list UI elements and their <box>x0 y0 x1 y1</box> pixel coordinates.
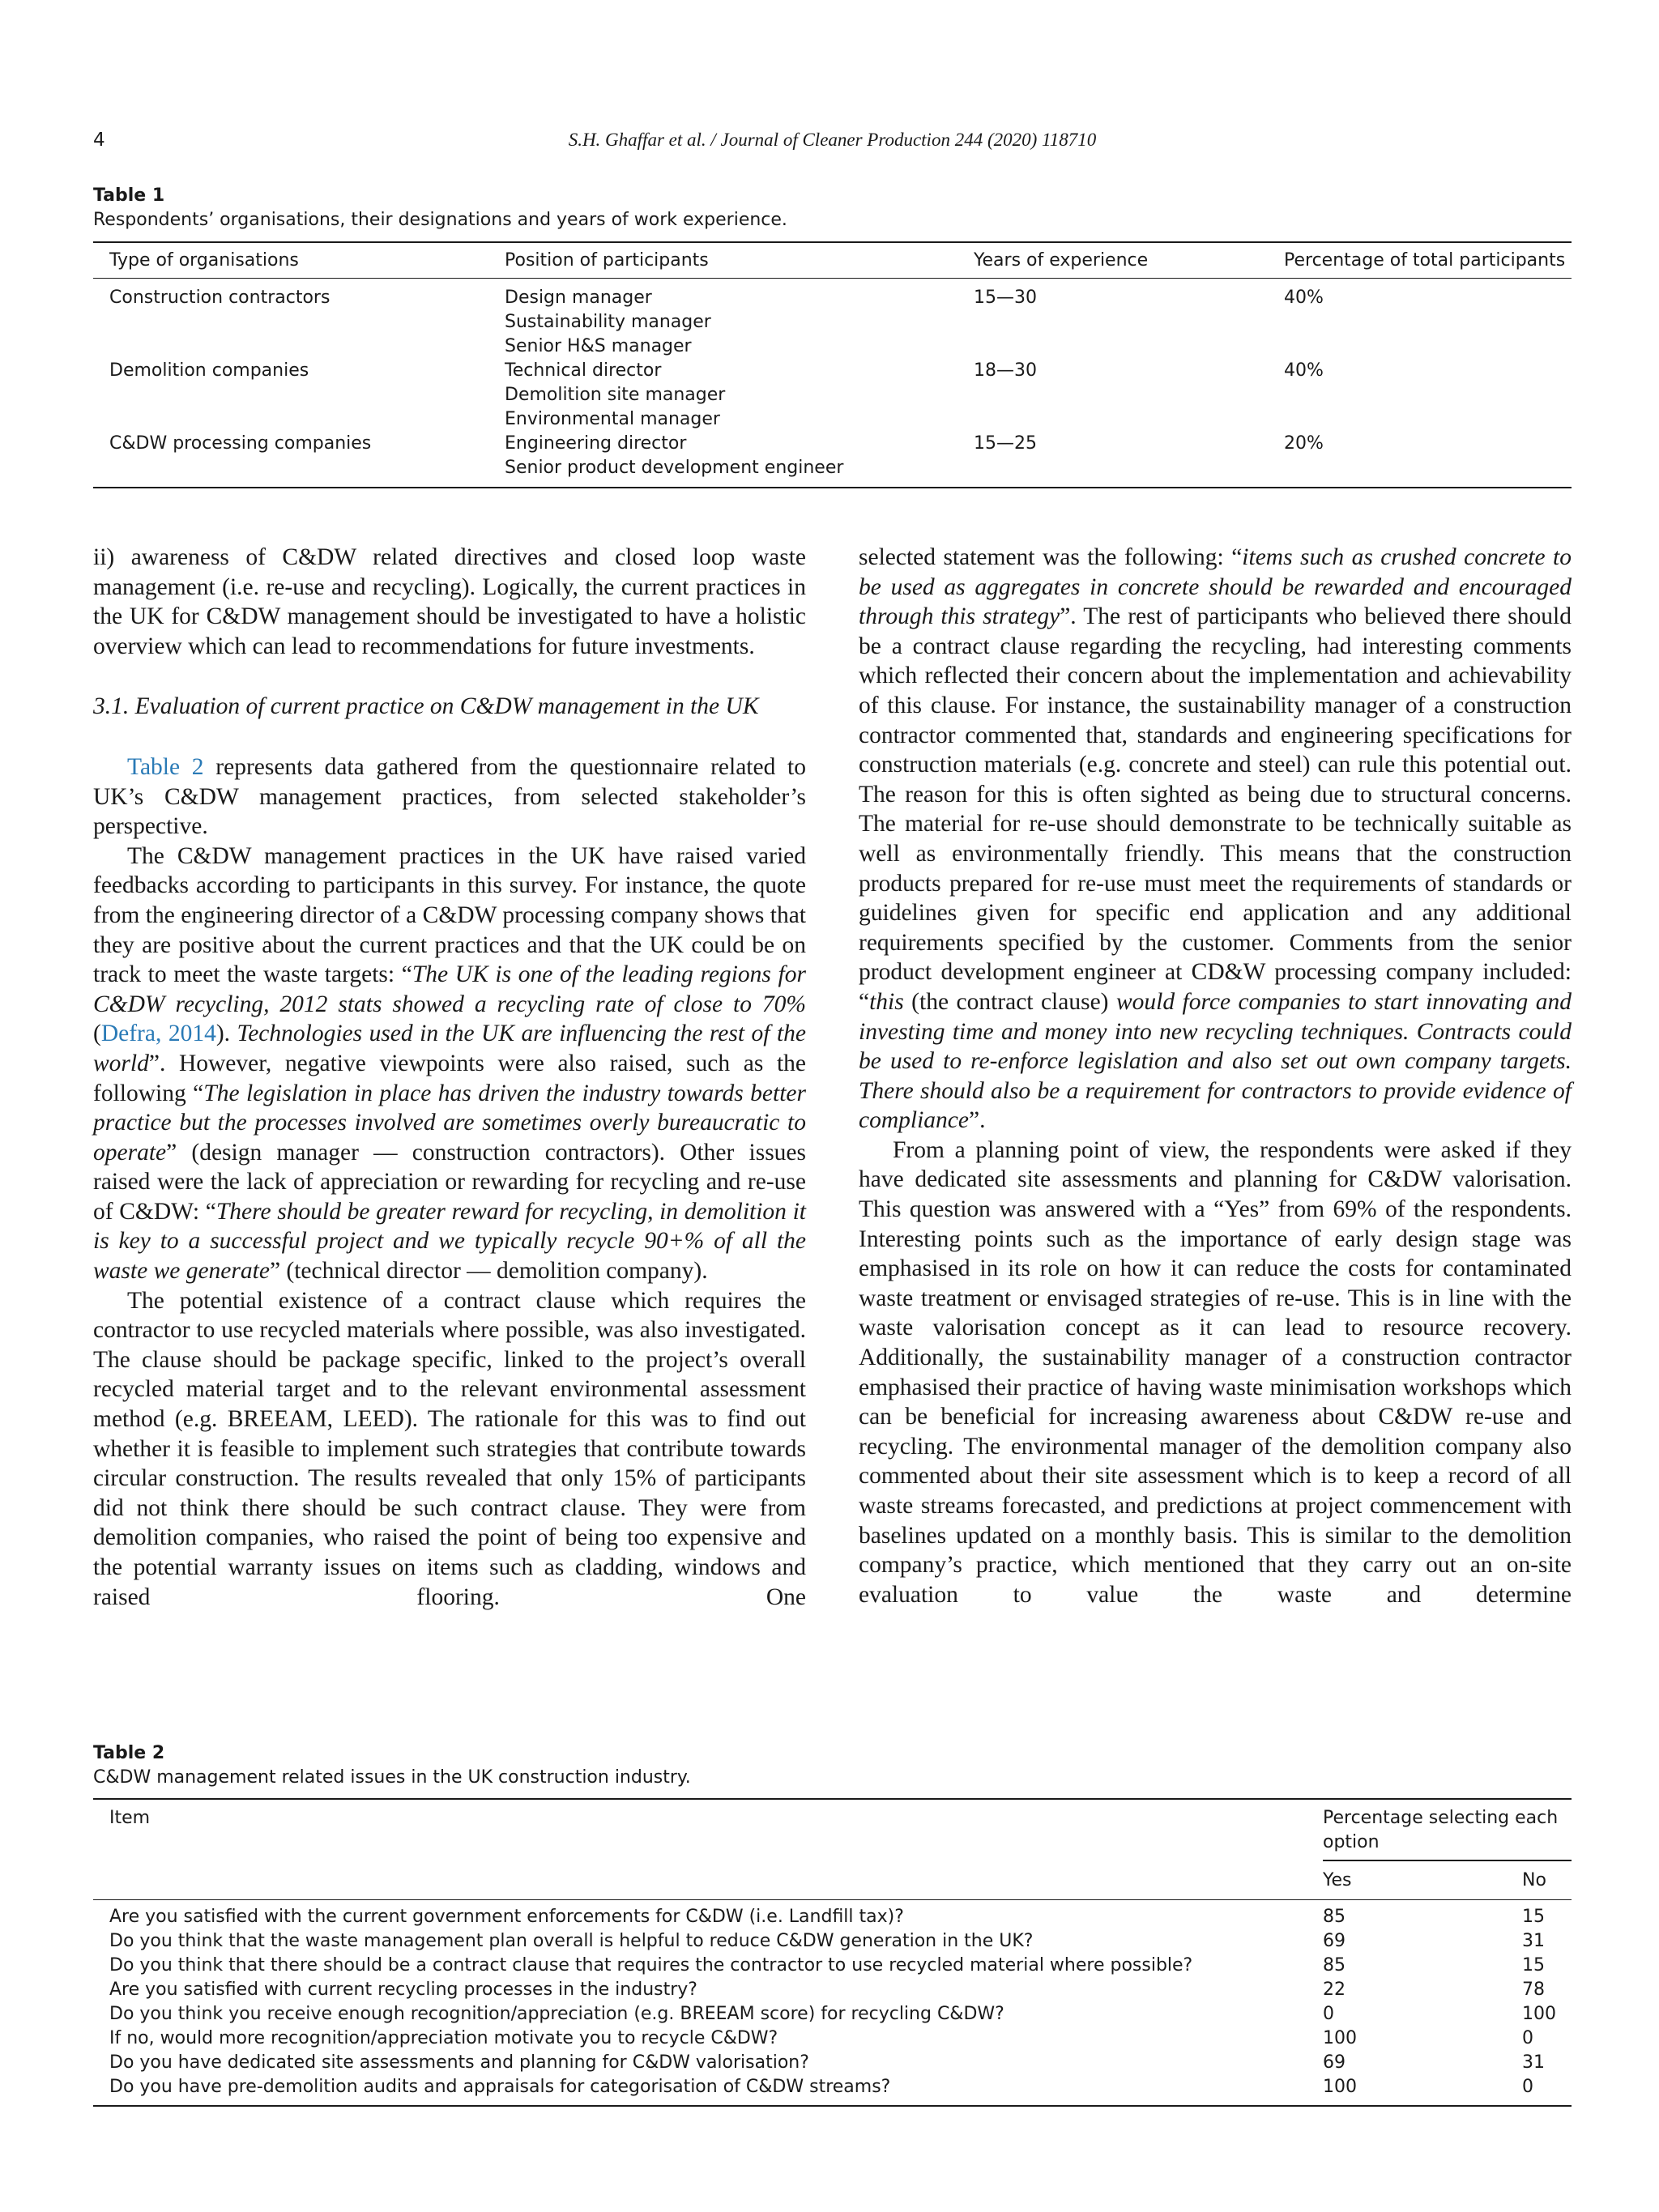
table2-no: 100 <box>1522 2004 1556 2024</box>
table1-row3-years: 15—25 <box>974 433 1037 454</box>
table1-row3-position-1: Engineering director <box>505 433 687 454</box>
paragraph-table2-intro-text: represents data gathered from the questionnaire related to UK’s C&DW management practices, from selected stakeholder’s perspective. <box>93 753 806 840</box>
right-column <box>859 543 1572 1609</box>
table2-header-rule <box>93 1899 1572 1900</box>
text-run: The C&DW management practices in the UK have raised varied feedbacks according to participants in this survey. For instance, the quote from the engineering director of a C&DW processing company shows that they are positive about the current practices and that the UK could be on track to meet the waste targets: “ <box>93 842 806 988</box>
table1-row2-pct: 40% <box>1284 360 1324 381</box>
table1-row2-position-1: Technical director <box>505 360 662 381</box>
paragraph-feedbacks <box>93 842 806 1286</box>
table1-row2-years: 18—30 <box>974 360 1037 381</box>
table2-caption: C&DW management related issues in the UK construction industry. <box>93 1767 691 1788</box>
table2-no: 0 <box>1522 2077 1533 2097</box>
table2-header-no: No <box>1522 1870 1546 1890</box>
table1-row1-position-2: Sustainability manager <box>505 312 711 332</box>
running-header <box>93 130 1572 157</box>
table-row <box>93 2051 1572 2075</box>
table2-no: 31 <box>1522 1931 1545 1951</box>
table2-item: Are you satisfied with current recycling processes in the industry? <box>109 1980 697 2000</box>
table2-item: Do you have pre-demolition audits and appraisals for categorisation of C&DW streams? <box>109 2077 891 2097</box>
table1-row3-position-2: Senior product development engineer <box>505 458 844 478</box>
table2-yes: 69 <box>1323 1931 1346 1951</box>
text-run: ( <box>93 1021 101 1047</box>
table2-yes: 85 <box>1323 1955 1346 1975</box>
table1-caption-block <box>93 184 787 232</box>
table2-no: 31 <box>1522 2052 1545 2073</box>
quote-run: would force companies to start innovating and investing time and money into new recycling techniques. Contracts could be used to re-enforce legislation and also set out own company targets. There should also be a requirement for contractors to provide evidence of compliance <box>859 988 1572 1134</box>
table2-yes: 22 <box>1323 1980 1346 2000</box>
table2-item: Do you think you receive enough recognition/appreciation (e.g. BREEAM score) for recycling C&DW? <box>109 2004 1004 2024</box>
section-heading: 3.1. Evaluation of current practice on C&DW management in the UK <box>93 693 759 720</box>
text-run: ”. <box>968 1107 986 1134</box>
table2-yes: 0 <box>1323 2004 1334 2024</box>
table2-header-group: Percentage selecting each option <box>1323 1808 1559 1852</box>
paragraph-selected-statement <box>859 543 1572 1136</box>
table2-header-yes: Yes <box>1323 1870 1352 1890</box>
table1-header-position: Position of participants <box>505 250 709 271</box>
table-row <box>93 1905 1572 1929</box>
table2-yes: 100 <box>1323 2077 1357 2097</box>
text-run: ). <box>215 1021 237 1047</box>
table2-item: Do you think that there should be a contract clause that requires the contractor to use recycled material where possible? <box>109 1955 1193 1975</box>
table2-item: Are you satisfied with the current government enforcements for C&DW (i.e. Landfill tax)? <box>109 1907 904 1927</box>
table2-header-item: Item <box>109 1808 151 1828</box>
table1-row2-org: Demolition companies <box>109 360 309 381</box>
table1-row2-position-2: Demolition site manager <box>505 385 726 405</box>
quote-run: The UK is one of the leading regions for C&DW recycling, 2012 stats showed a recycling rate of close to 70% <box>93 961 806 1017</box>
text-run: ”. The rest of participants who believed there should be a contract clause regarding the recycling, had interesting comments which reflected their concern about the implementation and achievability of this clause. For instance, the sustainability manager of a construction contractor commented that, standards and engineering specifications for construction materials (e.g. concrete and steel) can rule this potential out. The reason for this is often sighted as being due to structural concerns. The material for re-use should demonstrate to be technically suitable as well as environmentally friendly. This means that the construction products prepared for re-use must meet the requirements of standards or guidelines given for specific end application and any additional requirements specified by the customer. Comments from the senior product development engineer at CD&W processing company included: “ <box>859 603 1572 1015</box>
table2-caption-block <box>93 1741 691 1790</box>
table1-row1-pct: 40% <box>1284 288 1324 308</box>
table2-label: Table 2 <box>93 1743 165 1763</box>
text-run: (the contract clause) <box>903 988 1116 1015</box>
table2-no: 15 <box>1522 1907 1545 1927</box>
left-column <box>93 543 806 1612</box>
page-number: 4 <box>93 130 105 151</box>
table2-bottom-rule <box>93 2105 1572 2107</box>
table1-header-years: Years of experience <box>974 250 1149 271</box>
paragraph-contract-clause: The potential existence of a contract clause which requires the contractor to use recycled materials where possible, was also investigated. The clause should be package specific, linked to the project’s overall recycled material target and to the relevant environmental assessment method (e.g. BREEAM, LEED). The rationale for this was to find out whether it is feasible to implement such strategies that contribute towards circular construction. The results revealed that only 15% of participants did not think there should be such contract clause. They were from demolition companies, who raised the point of being too expensive and the potential warranty issues on items such as cladding, windows and raised flooring. One <box>93 1287 806 1610</box>
table2-link[interactable]: Table 2 <box>127 753 204 780</box>
quote-run: There should be greater reward for recycling, in demolition it is key to a successful project and we typically recycle 90+% of all the waste we generate <box>93 1198 806 1285</box>
text-run: ”. However, negative viewpoints were also raised, such as the following “ <box>93 1050 806 1106</box>
table2-item: Do you think that the waste management plan overall is helpful to reduce C&DW generation in the UK? <box>109 1931 1034 1951</box>
table-row <box>93 1954 1572 1978</box>
quote-run: items such as crushed concrete to be used as aggregates in concrete should be rewarded and encouraged through this strategy <box>859 544 1572 630</box>
table1-row1-years: 15—30 <box>974 288 1037 308</box>
table2-item: Do you have dedicated site assessments and planning for C&DW valorisation? <box>109 2052 809 2073</box>
table-row <box>93 2027 1572 2051</box>
table1-caption: Respondents’ organisations, their designations and years of work experience. <box>93 210 787 230</box>
text-run: ” (technical director — demolition company). <box>269 1258 708 1285</box>
table1-row2-position-3: Environmental manager <box>505 409 720 429</box>
table1-row3-pct: 20% <box>1284 433 1324 454</box>
table2-no: 15 <box>1522 1955 1545 1975</box>
paragraph-awareness: ii) awareness of C&DW related directives and closed loop waste management (i.e. re-use and recycling). Logically, the current practices in the UK for C&DW management should be investigated to have a holistic overview which can lead to recommendations for future investments. <box>93 544 806 659</box>
journal-citation: S.H. Ghaffar et al. / Journal of Cleaner Production 244 (2020) 118710 <box>568 130 1097 150</box>
table1-header-org: Type of organisations <box>109 250 299 271</box>
defra-citation-link[interactable]: Defra, 2014 <box>100 1021 216 1047</box>
table-row <box>93 2075 1572 2099</box>
table1-row1-position-3: Senior H&S manager <box>505 336 692 356</box>
table-row <box>93 1978 1572 2002</box>
table2-group-rule <box>1323 1860 1572 1861</box>
quote-run: The legislation in place has driven the industry towards better practice but the processes involved are sometimes overly bureaucratic to operate <box>93 1080 806 1166</box>
text-run: selected statement was the following: “ <box>859 544 1243 570</box>
table2-yes: 69 <box>1323 2052 1346 2073</box>
table-row <box>93 1929 1572 1954</box>
table2-no: 78 <box>1522 1980 1545 2000</box>
table1-label: Table 1 <box>93 185 165 206</box>
quote-run: Technologies used in the UK are influencing the rest of the world <box>93 1021 806 1076</box>
paragraph-table2-intro <box>93 752 806 842</box>
table1-header-percentage: Percentage of total participants <box>1284 250 1566 271</box>
table1-row3-org: C&DW processing companies <box>109 433 372 454</box>
table1-row1-position-1: Design manager <box>505 288 652 308</box>
table2-no: 0 <box>1522 2028 1533 2048</box>
text-run: ” (design manager — construction contractors). Other issues raised were the lack of appreciation or rewarding for recycling and re-use of C&DW: “ <box>93 1139 806 1225</box>
table2-yes: 85 <box>1323 1907 1346 1927</box>
table2-yes: 100 <box>1323 2028 1357 2048</box>
table2-item: If no, would more recognition/appreciation motivate you to recycle C&DW? <box>109 2028 778 2048</box>
table1-top-rule <box>93 241 1572 243</box>
table-row <box>93 2002 1572 2027</box>
table1-bottom-rule <box>93 487 1572 488</box>
table2-top-rule <box>93 1798 1572 1800</box>
paragraph-planning: From a planning point of view, the respondents were asked if they have dedicated site assessments and planning for C&DW valorisation. This question was answered with a “Yes” from 69% of the respondents. Interesting points such as the importance of early design stage was emphasised in its role on how it can reduce the costs for contaminated waste treatment or envisaged strategies of re-use. This is in line with the waste valorisation concept as it can lead to resource recovery. Additionally, the sustainability manager of a construction contractor emphasised their practice of having waste minimisation workshops which can be beneficial for increasing awareness about C&DW re-use and recycling. The environmental manager of the demolition company also commented about their site assessment which is to keep a record of all waste streams forecasted, and predictions at project commencement with baselines updated on a monthly basis. This is similar to the demolition company’s practice, which mentioned that they carry out an on-site evaluation to value the waste and determine <box>859 1136 1572 1608</box>
table2-body <box>93 1905 1572 2099</box>
table1-row1-org: Construction contractors <box>109 288 331 308</box>
table1-header-rule <box>93 278 1572 279</box>
quote-run: this <box>869 988 904 1015</box>
